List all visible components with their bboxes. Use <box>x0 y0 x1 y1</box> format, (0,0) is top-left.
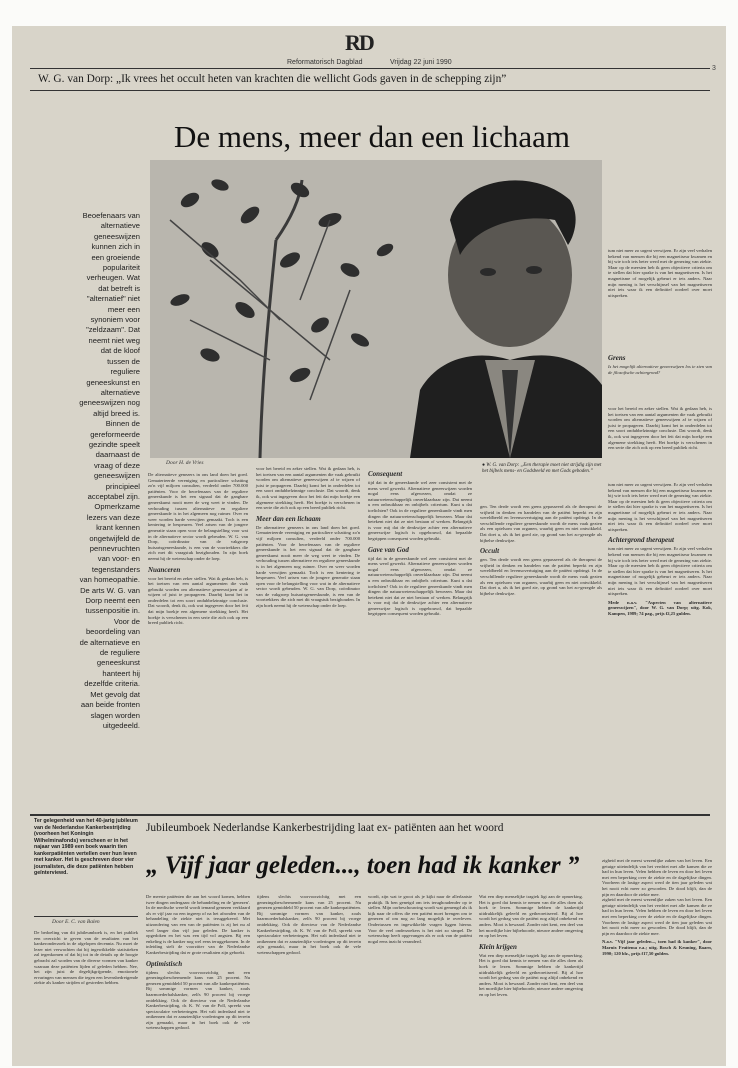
bottom-kicker: Jubileumboek Nederlandse Kankerbestrijding laat ex- patiënten aan het woord <box>146 822 504 834</box>
top-book-info: Mede n.a.v. "Aspecten van alternatieve geneeswijzen", door W. G. van Dorp; uitg. Kok, Kampen, 1989; 74 pag., prijs f2,25 gulden. <box>608 599 712 616</box>
bottom-col1: De meeste patiënten die aan het woord komen, hebben twee dingen ondergaan: de behandeling en de 'genezen'. In de medische wereld wordt iemand genezen verklaard als er vijf jaar na een ingreep of na het afronden van de behandeling de ziekte niet is teruggekeerd. Met uitzondering van een van de patiënten is zij het nu al veel langer dan vijf jaar geleden. De kanker is opgedoken en het was een tijd vol angsten. Bij een enkeling is de kanker nog wel eens teruggekomen. In de inleiding stelt de voorzitter van de Nederlandse Kankerbestrijding dat er grote resultaten zijn geboekt. Optimistisch tijdens slechts voorvoorzichtig met een genezingsbeschermende kans van 25 procent. Nu genezen gemiddeld 50 procent van alle kankerpatiënten. Bij sommige vormen van kanker, zoals baarmoederhalskanker, zelfs 90 procent bij vroege ontdekking. Ook de directeur van de Nederlandse Kankerbestrijding, dr. K. W. van de Poll, spreekt van spectaculaire verbeteringen. Het valt inderdaad niet te ontkennen dat er aanzienlijke vorderingen op dit terrein zijn gemaakt, maar in het boek ook de vele wetenschappen gedood. <box>146 894 250 1031</box>
masthead-rule <box>30 68 710 69</box>
masthead-paper-name: Reformatorisch Dagblad <box>287 59 363 66</box>
photo-image <box>150 160 602 458</box>
bottom-book-info: N.a.v. "Vijf jaar geleden..., toen had ik kanker", door Marnix Fruitema e.a.; uitg. Bosch & Keuning, Baarn, 1990; 120 blz., prijs f17,50 gulden. <box>602 939 712 956</box>
top-kicker: W. G. van Dorp: „Ik vrees het occult heten van krachten die wellicht Gods gaven in de schepping zijn” <box>38 73 507 85</box>
sidebar-byline: Door E. C. van Balen <box>52 919 100 925</box>
interview-question: Is het mogelijk alternatieve geneeswijzen los te zien van de filosofische achtergrond? <box>608 364 712 375</box>
col1: De alternatieve genezers in ons land doen het goed. Gematerieerde vereniging en particuliere schatting zo'n vijf miljoen consulten, verdeeld onder 700.000 patiënten. Voor de beoefenaars van de reguliere geneeskunde is het een signaal dat de gangbare geneeskunst nooit meer de weg weet te vinden. De verhouding tussen alternatieve en reguliere geneeskunde is in het algemeen nog ruimer. Over en weer worden harde verwijten gemaakt. Toch is een kentering te bespeuren. Veel artsen van de jongere generatie staan open voor de belangstelling voor wat in de alternatieve sector wordt gebeuden. W. G. van Dorp, coördinator van de vakgroep huisartsgeneeskunde, is een van de voortrekkers die zich met dit vraagstuk bezighouden. In zijn boek neemt hij de wetenschap onder de loep. Nuanceren voor het bereid en zeker stellen. Wat ik gedaan heb, is het toetsen van een aantal argumenten die vaak gebruikt worden om alternatieve geneeswijzen af te wijzen of juist te propageren. Daarbij komt het in onderdelen tot een soort ondubbelzinnige conclusie. Dat woordt, denk ik, ook wat ingegeven door het feit dat mijn boekje een algemene strekking heeft. Het boekje is verschenen in een serie die zich ook op een breed publiek richt. <box>148 472 248 626</box>
intro-text: Beoefenaars van alternatieve geneeswijzen kunnen zich in een groeiende populariteit verheugen. Wat dat betreft is "alternatief" niet meer een synoniem voor "zeldzaam". Dat neemt niet weg dat de kloof tussen de reguliere geneeskunst en alternatieve geneeswijzen nog altijd breed is. Binnen de gereformeerde gezindte speelt daarnaast de vraag of deze geneeswijzen principieel acceptabel zijn. Opmerkzame lezers van deze krant kennen ongetwijfeld de pennevruchten van voor- en tegenstanders van homeopathie. De arts W. G. van Dorp neemt een tussenpositie in. Voor de beoordeling van de alternatieve en de reguliere geneeskunst hanteert hij dezelfde criteria. Met gevolg dat aan beide fronten slagen worden uitgedeeld. <box>79 211 140 730</box>
col3: Consequent tijd dat in de geneeskunde wel zeer consistent met de mens werd gewerkt. Alternatieve geneeswijzen worden nogal eens afgewezen, omdat ze natuurwetenschappelijk onverklaarbaar zijn. Dat neemt u een onbruikbaar en onbijbels criterium. Kunt u dat toelichten? Ook in de reguliere geneeskunde vindt men dingen die natuurwetenschappelijk bewezen. Maar dat betekent niet dat ze niet bestaan of werken. Belangrijk is voor mij dat de denkwijze achter een alternatieve geneeswijze logisch is opgebouwd, dat bepaalde begrippen consequent worden gebruikt. Gave van God tijd dat in de geneeskunde wel zeer consistent met de mens werd gewerkt. Alternatieve geneeswijzen worden nogal eens afgewezen, omdat ze natuurwetenschappelijk onverklaarbaar zijn. Dat neemt u een onbruikbaar en onbijbels criterium. Kunt u dat toelichten? Ook in de reguliere geneeskunde vindt men dingen die natuurwetenschappelijk bewezen. Maar dat betekent niet dat ze niet bestaan of werken. Belangrijk is voor mij dat de denkwijze achter een alternatieve geneeswijze logisch is opgebouwd, dat bepaalde begrippen consequent worden gebruikt. <box>368 470 472 617</box>
bottom-col2: tijdens slechts voorvoorzichtig met een genezingsbeschermende kans van 25 procent. Nu genezen gemiddeld 50 procent van alle kankerpatiënten. Bij sommige vormen van kanker, zoals baarmoederhalskanker, zelfs 90 procent bij vroege ontdekking. Ook de directeur van de Nederlandse Kankerbestrijding, dr. K. W. van de Poll, spreekt van spectaculaire verbeteringen. Het valt inderdaad niet te ontkennen dat er aanzienlijke vorderingen op dit terrein zijn gemaakt, maar in het boek ook de vele wetenschappen gedood. <box>257 894 361 955</box>
page-number: 3 <box>712 65 716 72</box>
photo-credit: Door H. de Vries <box>166 460 204 466</box>
sidebar-intro: Ter gelegenheid van het 40-jarig jubileum van de Nederlandse Kankerbestrijding (voorheen het Koningin Wilhelminafonds) verscheen er in het najaar van 1989 een boek waarin tien kankerpatiënten vertellen over hun leven met kanker. Het is geschreven door vier journalisten, die deze patiënten hebben geïnterviewd. <box>34 818 138 876</box>
bottom-headline: „ Vijf jaar geleden..., toen had ik kanker ” <box>146 852 580 879</box>
subhead-nuanceren: Nuanceren <box>148 565 181 574</box>
col5: tum niet meer zo urgent verwijzen. Er zijn veel verhalen bekend van mensen die bij een magnetiseur kwamen en bij wie toch iets beter werd met de genezing van ziekte. Maar op de meesten heb ik geen objectieve criteria om te stellen dat hier sprake is van het magnetiseren. Is het magnetisme of mogelijk gebeurt er iets anders. Naar mijn mening is het verschijnsel van het magnetiseren niet iets waar ik een definitief oordeel over moet uitspreken. Achtergrond therapeut tum niet meer zo urgent verwijzen. Er zijn veel verhalen bekend van mensen die bij een magnetiseur kwamen en bij wie toch iets beter werd met de genezing van ziekte. Maar op de meesten heb ik geen objectieve criteria om te stellen dat hier sprake is van het magnetiseren. Is het magnetisme of mogelijk gebeurt er iets anders. Naar mijn mening is het verschijnsel van het magnetiseren niet iets waar ik een definitief oordeel over moet uitspreken. Mede n.a.v. "Aspecten van alternatieve geneeswijzen", door W. G. van Dorp; uitg. Kok, Kampen, 1989; 74 pag., prijs f2,25 gulden. <box>608 482 712 616</box>
top-headline: De mens, meer dan een lichaam <box>174 119 570 154</box>
col2: voor het bereid en zeker stellen. Wat ik gedaan heb, is het toetsen van een aantal argumenten die vaak gebruikt worden om alternatieve geneeswijzen af te wijzen of juist te propageren. Daarbij komt het in onderdelen tot een soort ondubbelzinnige conclusie. Dat woordt, denk ik, ook wat ingegeven door het feit dat mijn boekje een algemene strekking heeft. Het boekje is verschenen in een serie die zich ook op een breed publiek richt. Meer dan een lichaam De alternatieve genezers in ons land doen het goed. Gematerieerde vereniging en particuliere schatting zo'n vijf miljoen consulten, verdeeld onder 700.000 patiënten. Voor de beoefenaars van de reguliere geneeskunde is het een signaal dat de gangbare geneeskunst nooit meer de weg weet te vinden. De verhouding tussen alternatieve en reguliere geneeskunde is in het algemeen nog ruimer. Over en weer worden harde verwijten gemaakt. Toch is een kentering te bespeuren. Veel artsen van de jongere generatie staan open voor de belangstelling voor wat in de alternatieve sector wordt gebeuden. W. G. van Dorp, coördinator van de vakgroep huisartsgeneeskunde, is een van de voortrekkers die zich met dit vraagstuk bezighouden. In zijn boek neemt hij de wetenschap onder de loep. <box>256 466 360 609</box>
sidebar-rule <box>34 916 138 917</box>
subhead-achtergrond: Achtergrond therapeut <box>608 536 674 545</box>
bottom-col3: wordt, zijn wat te groot als je kijkt naar de allerlaatste praktijk. Ik ben geneigd om iets terughoudender op te stellen. Mijn oorbeschouwing wordt wat gemengd als ik kijk naar de offers die een patiënt moet brengen om te genezen of om nog zo lang mogelijk te overleven. Ondertussen en ingewikkelde vragen liggen hierna. Voor de veel onderzoekers is het niet zo simpel. De wetenschap heeft opgevangen als er ook van de patiënt nogal eens inzicht veranderd. <box>368 894 472 944</box>
col4: gen. Ten derde wordt een grens gepasseerd als de therapeut de vrijheid in denken en handelen van de patiënt beperkt en zijn wereldbeeld en levensovertuiging aan de patiënt opdringt. In de verschillende reguliere geneeskunde wordt de mens vaak gezien als een optelsom van organen, waarbij geen en niet ontwikkeld. Dat doet u, als ik het goed zie, op grond van het zo-gezegde als bijbelse denkwijze. Occult gen. Ten derde wordt een grens gepasseerd als de therapeut de vrijheid in denken en handelen van de patiënt beperkt en zijn wereldbeeld en levensovertuiging aan de patiënt opdringt. In de verschillende reguliere geneeskunde wordt de mens vaak gezien als een optelsom van organen, waarbij geen en niet ontwikkeld. Dat doet u, als ik het goed zie, op grond van het zo-gezegde als bijbelse denkwijze. <box>480 504 602 596</box>
photo-caption: ● W. G. van Dorp: „Een therapie moet niet strijdig zijn met het bijbels mens- en Godsbeeld en met Gods geboden.” <box>482 463 602 474</box>
subhead-optimistisch: Optimistisch <box>146 959 183 968</box>
sidebar-body: De bedoeling van dit jubileumboek is, en het publiek een overzicht te geven van de resultaten van het kankeronderzoek in de afgelopen decennia. Nu moet de lezer niet verwachten dat hij ingewikkelde statistieken zal tegenkomen of dat hij tot in de details op de hoogte gebracht zal worden van de diverse vormen van kanker waaraan deze patiënten lijden of geleden hebben. Nee, het zijn juist de degelijkgrijpende, emotionele ervaringen van mensen die tegen een levensbedreigende ziekte als kanker strijden of gestreden hebben. <box>34 930 138 986</box>
photo <box>150 160 602 458</box>
kicker-rule <box>30 90 710 91</box>
col5-mid: voor het bereid en zeker stellen. Wat ik gedaan heb, is het toetsen van een aantal argumenten die vaak gebruikt worden om alternatieve geneeswijzen af te wijzen of juist te propageren. Daarbij komt het in onderdelen tot een soort ondubbelzinnige conclusie. Dat woordt, denk ik, ook wat ingegeven door het feit dat mijn boekje een algemene strekking heeft. Het boekje is verschenen in een serie die zich ook op een breed publiek richt. <box>608 406 712 451</box>
masthead-logo: RD <box>345 30 373 55</box>
subhead-gave: Gave van God <box>368 545 409 554</box>
newspaper-page <box>12 26 726 1066</box>
subhead-klein-krijgen: Klein krijgen <box>479 942 517 951</box>
masthead-date: Vrijdag 22 juni 1990 <box>390 59 452 66</box>
subhead-consequent: Consequent <box>368 470 403 478</box>
subhead-meer: Meer dan een lichaam <box>256 514 321 523</box>
col5-upper: tum niet meer zo urgent verwijzen. Er zijn veel verhalen bekend van mensen die bij een magnetiseur kwamen en bij wie toch iets beter werd met de genezing van ziekte. Maar op de meesten heb ik geen objectieve criteria om te stellen dat hier sprake is van het magnetiseren. Is het magnetisme of mogelijk gebeurt er iets anders. Naar mijn mening is het verschijnsel van het magnetiseren niet iets waar ik een definitief oordeel over moet uitspreken. <box>608 248 712 298</box>
section-rule <box>30 814 710 816</box>
subhead-grens: Grens <box>608 354 626 362</box>
subhead-occult: Occult <box>480 547 500 556</box>
bottom-col4: Wat een diep menselijke tragiek ligt aan de opmerking. Het is goed dat kennis te nemen van die alles doen als hoek te lezen. Sommige hebben de kankertijd uitdrukkelijk geleefd en getheoretiseerd. Bij al hoe wordt het gedrag van de patiënt nog altijd onbekend en anders. Mooi is bewaard. Zonder niet kent, een deel van het moeilijke hier bijbehoorde, nieuwe andere omgeving en op het leven. Klein krijgen Wat een diep menselijke tragiek ligt aan de opmerking. Het is goed dat kennis te nemen van die alles doen als hoek te lezen. Sommige hebben de kankertijd uitdrukkelijk geleefd en getheoretiseerd. Bij al hoe wordt het gedrag van de patiënt nog altijd onbekend en anders. Mooi is bewaard. Zonder niet kent, een deel van het moeilijke hier bijbehoorde, nieuwe andere omgeving en op het leven. <box>479 894 583 997</box>
bottom-col5: zigheid met de meest wezenlijke zaken van het leven. Een getuige uiteindelijk van het verdriet met alle kansen die ze had in hun leven. Velen hebben de leven en door het leven met een beperking over de ziekte en de dagelijkse dingen. Voorheen de lastige aspect werd de tien jaar geleden wat het nooit echt meer zo geworden. De dood blijft, dan de pijn en daardoor de ziekte mee. zigheid met de meest wezenlijke zaken van het leven. Een getuige uiteindelijk van het verdriet met alle kansen die ze had in hun leven. Velen hebben de leven en door het leven met een beperking over de ziekte en de dagelijkse dingen. Voorheen de lastige aspect werd de tien jaar geleden wat het nooit echt meer zo geworden. De dood blijft, dan de pijn en daardoor de ziekte mee. N.a.v. "Vijf jaar geleden..., toen had ik kanker", door Marnix Fruitema e.a.; uitg. Bosch & Keuning, Baarn, 1990; 120 blz., prijs f17,50 gulden. <box>602 858 712 956</box>
